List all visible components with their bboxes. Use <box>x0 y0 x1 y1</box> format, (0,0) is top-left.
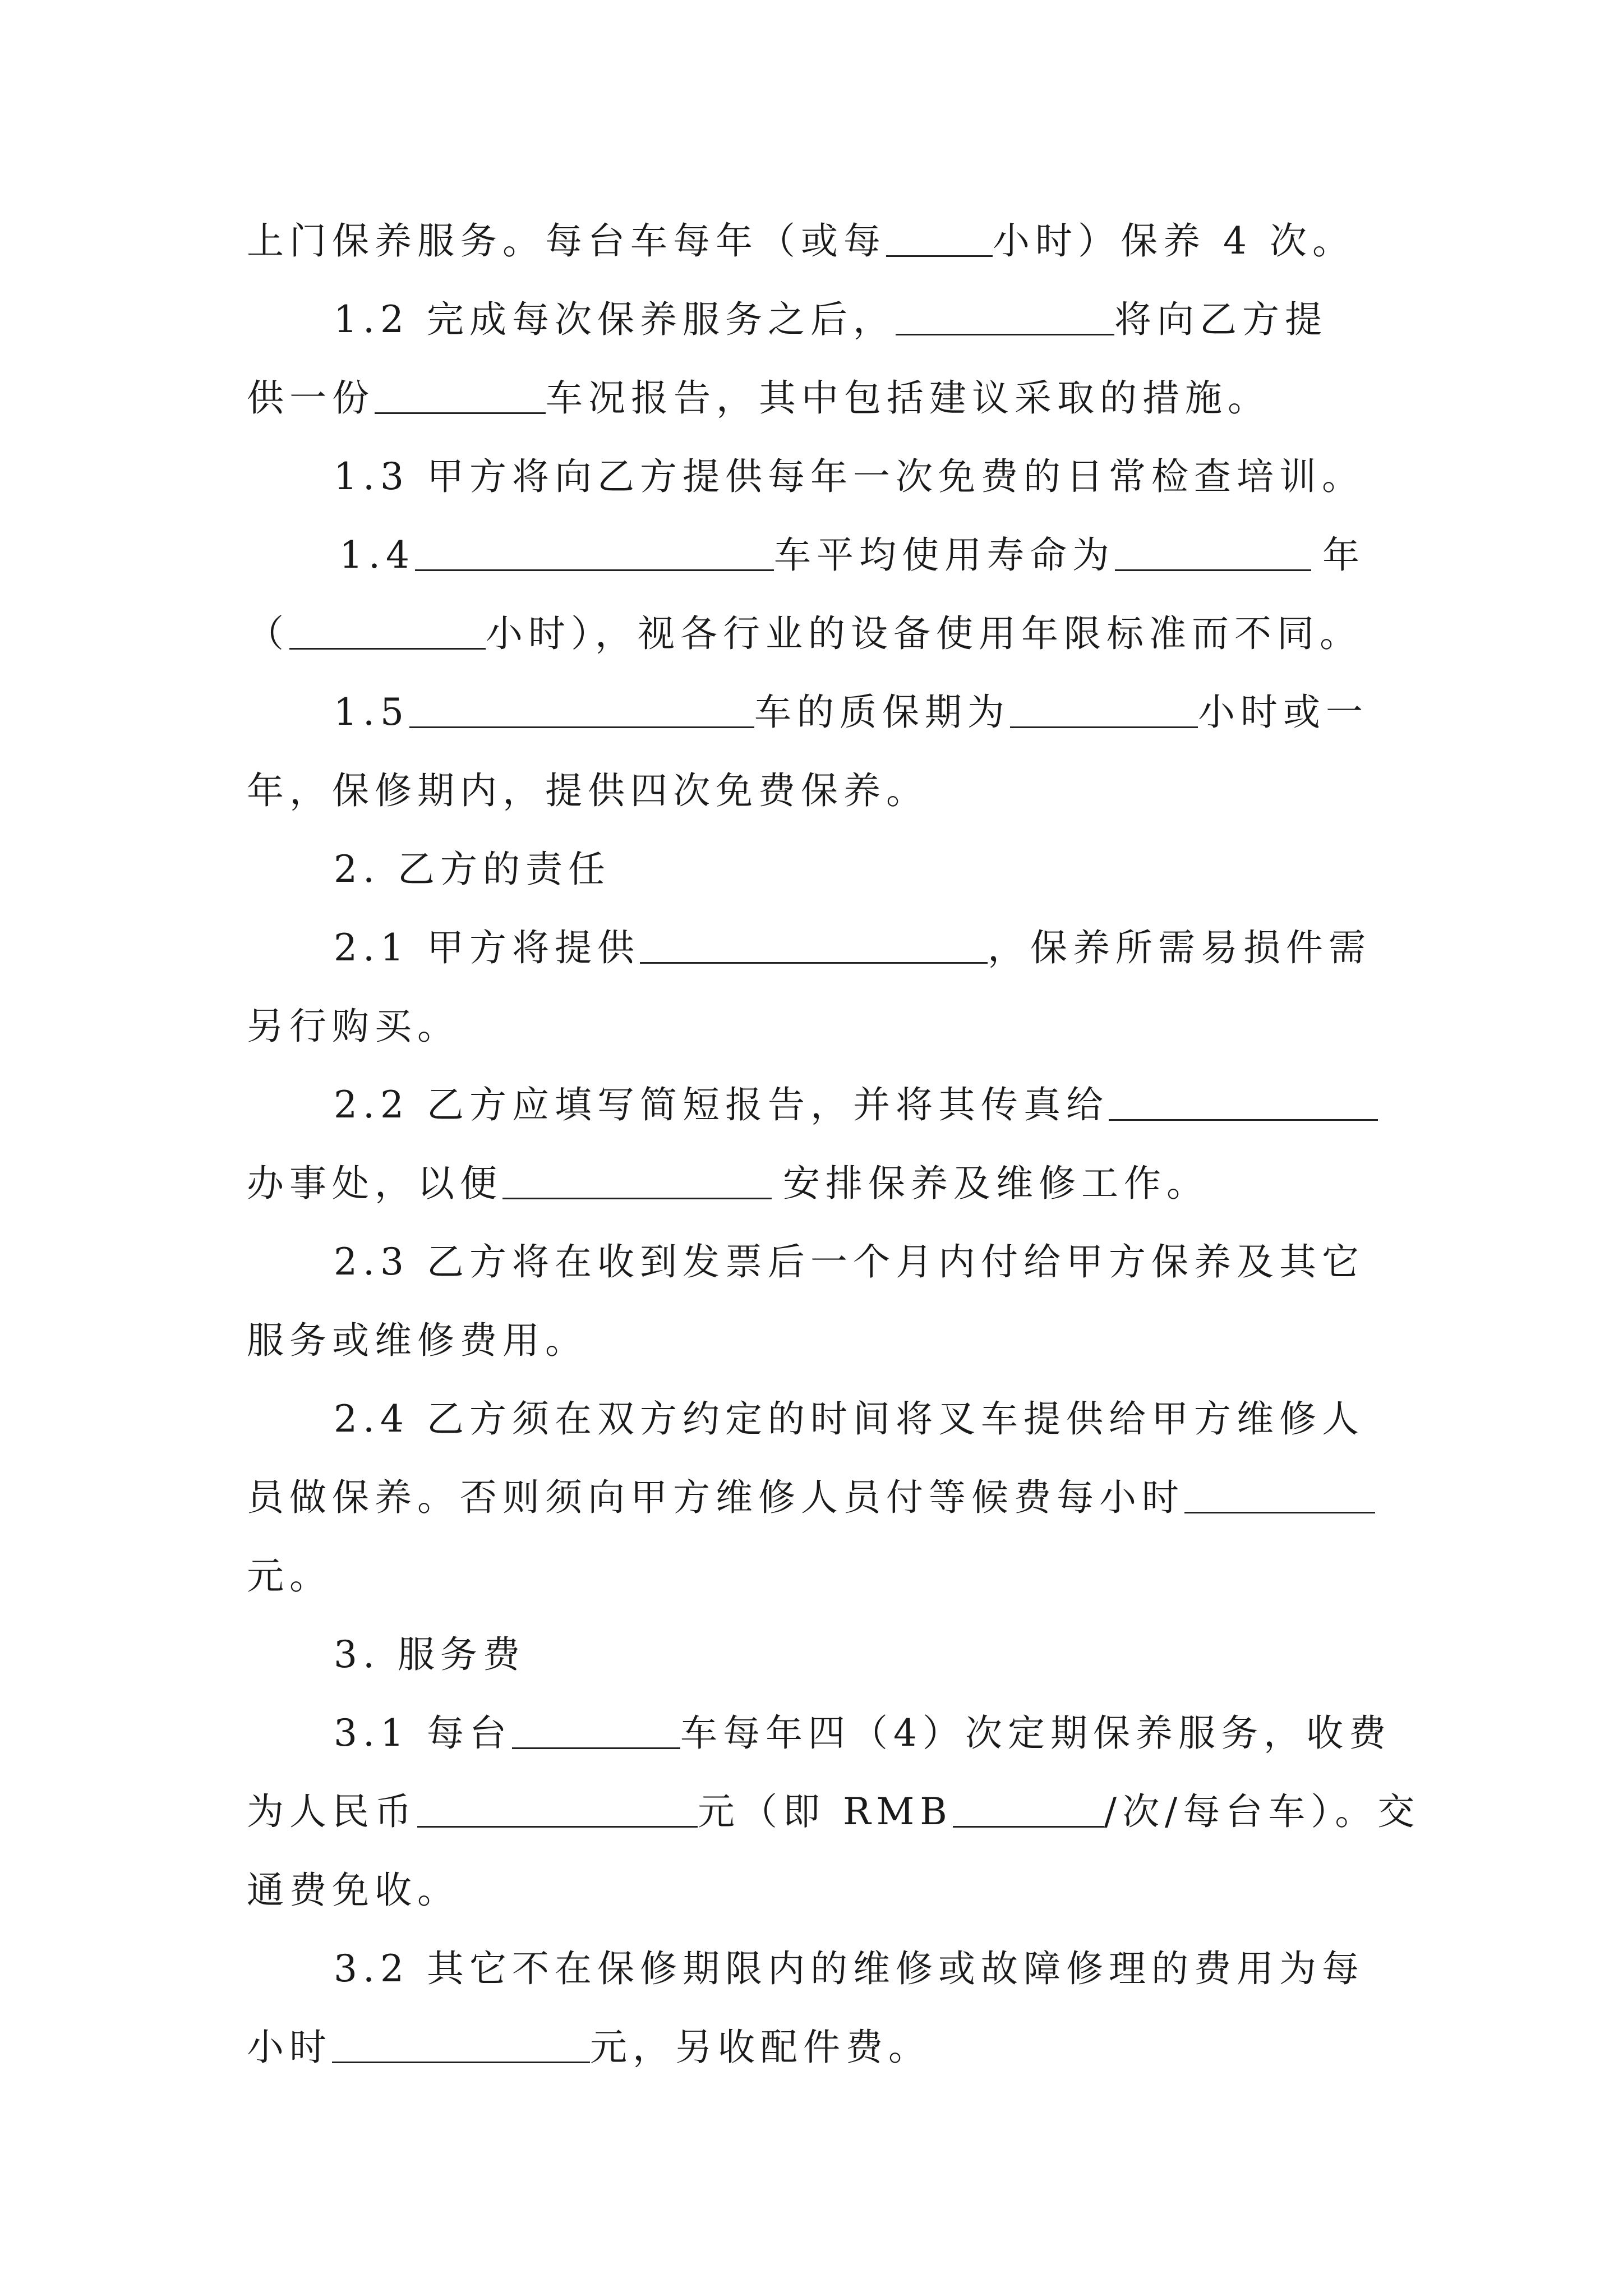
paragraph-line <box>247 757 1380 825</box>
text-segment: 1.2 完成每次保养服务之后， <box>334 298 896 341</box>
paragraph-line <box>247 993 1380 1060</box>
text-segment: 3.2 其它不在保修期限内的维修或故障修理的费用为每 <box>334 1947 1364 1990</box>
text-segment: 员做保养。否则须向甲方维修人员付等候费每小时 <box>247 1476 1184 1519</box>
paragraph-line <box>247 365 1380 432</box>
fill-blank <box>896 297 1114 335</box>
text-segment: 元，另收配件费。 <box>590 2026 931 2069</box>
fill-blank <box>409 689 754 728</box>
text-segment: 小时）保养 4 次。 <box>993 219 1355 263</box>
paragraph-line <box>247 600 1424 668</box>
paragraph-line <box>334 1386 1388 1453</box>
text-segment: 小时），视各行业的设备使用年限标准而不同。 <box>486 612 1362 655</box>
fill-blank <box>289 611 486 650</box>
text-segment: 元。 <box>247 1554 332 1598</box>
section-heading <box>334 1621 1388 1688</box>
paragraph-line <box>334 1700 1391 1767</box>
section-heading <box>334 836 1388 903</box>
text-segment: 供一份 <box>247 376 375 420</box>
text-segment: 3.1 每台 <box>334 1711 512 1755</box>
paragraph-line <box>334 1228 1388 1296</box>
fill-blank <box>417 1789 698 1828</box>
paragraph-line <box>247 208 1380 275</box>
text-segment: 为人民币 <box>247 1790 417 1833</box>
fill-blank <box>640 925 988 964</box>
text-segment: 1.4 <box>339 533 415 577</box>
text-segment: 2.1 甲方将提供 <box>334 926 640 969</box>
text-segment: 服务或维修费用。 <box>247 1319 588 1362</box>
paragraph-line <box>334 914 1388 982</box>
text-segment: 另行购买。 <box>247 1005 460 1048</box>
paragraph-line <box>334 1935 1388 2003</box>
text-segment: 2.4 乙方须在双方约定的时间将叉车提供给甲方维修人 <box>334 1397 1364 1441</box>
text-segment: 车每年四（4）次定期保养服务，收费 <box>680 1711 1391 1755</box>
paragraph-line <box>247 1778 1421 1846</box>
paragraph-line <box>247 1307 1380 1374</box>
text-segment: 将向乙方提 <box>1114 298 1327 341</box>
text-segment: （ <box>247 612 289 655</box>
text-segment: 车平均使用寿命为 <box>773 533 1115 577</box>
fill-blank <box>375 375 546 414</box>
text-segment: 小时或一 <box>1197 691 1368 734</box>
text-segment: 1.3 甲方将向乙方提供每年一次免费的日常检查培训。 <box>334 455 1364 498</box>
text-segment: 安排保养及维修工作。 <box>783 1162 1209 1205</box>
fill-blank <box>332 2024 590 2063</box>
text-segment: 3. 服务费 <box>334 1633 525 1676</box>
paragraph-line <box>339 522 1394 589</box>
text-segment: ，保养所需易损件需 <box>987 926 1371 969</box>
text-segment: 1.5 <box>334 691 409 734</box>
paragraph-line <box>247 1150 1380 1217</box>
text-segment: 办事处，以便 <box>247 1162 502 1205</box>
fill-blank <box>415 532 774 571</box>
paragraph-line <box>334 286 1388 353</box>
text-segment: 通费免收。 <box>247 1869 460 1912</box>
text-segment: 元（即 RMB <box>698 1790 953 1833</box>
paragraph-line <box>247 1543 1380 1610</box>
fill-blank <box>502 1161 772 1199</box>
paragraph-line <box>334 443 1388 510</box>
fill-blank <box>1115 532 1311 571</box>
paragraph-line <box>334 1071 1388 1139</box>
paragraph-line <box>247 1464 1380 1531</box>
fill-blank <box>1109 1082 1378 1121</box>
text-segment: 2.3 乙方将在收到发票后一个月内付给甲方保养及其它 <box>334 1240 1364 1283</box>
text-segment: 年，保修期内，提供四次免费保养。 <box>247 769 929 812</box>
fill-blank <box>1184 1475 1375 1513</box>
text-segment: 小时 <box>247 2026 332 2069</box>
paragraph-line <box>247 1857 1380 1924</box>
text-segment: 上门保养服务。每台车每年（或每 <box>247 219 886 263</box>
text-segment: 2. 乙方的责任 <box>334 848 611 891</box>
paragraph-line <box>247 2014 1380 2081</box>
fill-blank <box>886 218 993 257</box>
text-segment: 2.2 乙方应填写简短报告，并将其传真给 <box>334 1083 1109 1126</box>
text-segment: /次/每台车）。交 <box>1104 1790 1421 1833</box>
text-segment: 车的质保期为 <box>754 691 1010 734</box>
fill-blank <box>512 1710 680 1749</box>
fill-blank <box>1010 689 1198 728</box>
paragraph-line <box>334 679 1388 746</box>
text-segment: 车况报告，其中包括建议采取的措施。 <box>546 376 1270 420</box>
fill-blank <box>953 1789 1104 1828</box>
text-segment: 年 <box>1322 533 1365 577</box>
